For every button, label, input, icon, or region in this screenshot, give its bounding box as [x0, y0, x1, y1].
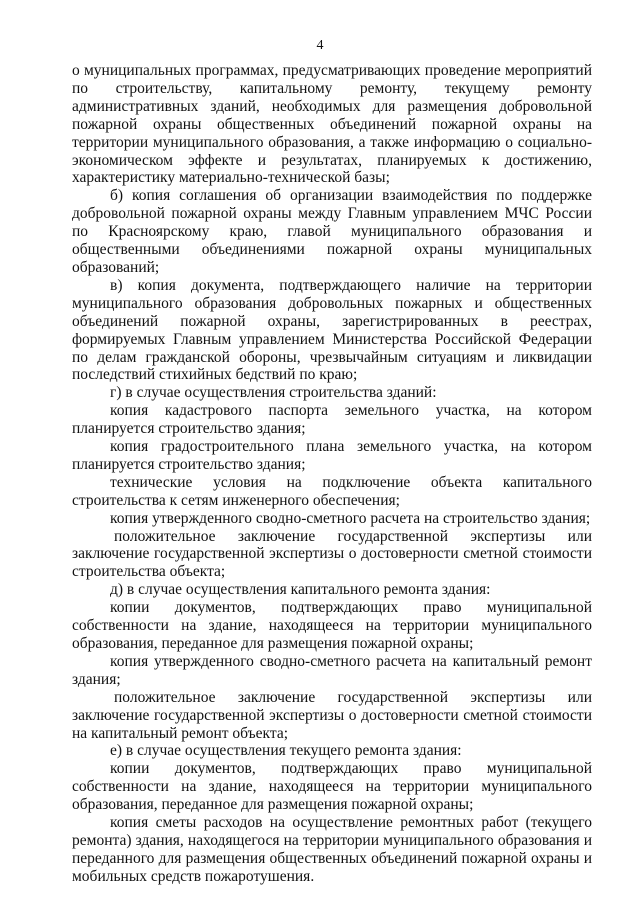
paragraph-expertise-construction: положительное заключение государственной экспертизы или заключение государственной экспертизы о достоверности сметной стоимости строительства объекта; — [72, 527, 592, 581]
paragraph-estimate-capital-repair: копия утвержденного сводно-сметного расчета на капитальный ремонт здания; — [72, 652, 592, 688]
paragraph-d-capital-repair-heading: д) в случае осуществления капитального ремонта здания: — [110, 581, 491, 599]
paragraph-repair-cost-estimate: копия сметы расходов на осуществление ремонтных работ (текущего ремонта) здания, находящегося на территории муниципального образования и переданного для размещения общественных объединений пожарной охраны и мобильных средств пожаротушения. — [72, 814, 592, 885]
paragraph-v-document-copy: в) копия документа, подтверждающего наличие на территории муниципального образования добровольных пожарных и общественных объединений пожарной охраны, зарегистрированных в реестрах, формируемых Главным управлением Министерства Российской Федерации по делам гражданской обороны, чрезвычайным ситуациям и ликвидации последствий стихийных бедствий по краю; — [72, 276, 592, 384]
paragraph-municipal-programs: о муниципальных программах, предусматривающих проведение мероприятий по строительству, капитальному ремонту, текущему ремонту административных зданий, необходимых для размещения добровольной пожарной охраны общественных объединений пожарной охраны на территории муниципального образования, а также информацию о социально-экономическом эффекте и результатах, планируемых к достижению, характеристику материально-технической базы; — [72, 62, 592, 187]
paragraph-ownership-docs-capital: копии документов, подтверждающих право муниципальной собственности на здание, находящееся на территории муниципального образования, переданное для размещения пожарной охраны; — [72, 599, 592, 652]
page-number: 4 — [316, 38, 324, 53]
paragraph-e-current-repair-heading: е) в случае осуществления текущего ремонта здания: — [110, 742, 462, 760]
paragraph-estimate-construction: копия утвержденного сводно-сметного расчета на строительство здания; — [110, 509, 591, 527]
paragraph-cadastral-passport: копия кадастрового паспорта земельного участка, на котором планируется строительство здания; — [72, 402, 592, 438]
paragraph-g-construction-heading: г) в случае осуществления строительства зданий: — [110, 384, 437, 402]
paragraph-expertise-capital-repair: положительное заключение государственной экспертизы или заключение государственной экспертизы о достоверности сметной стоимости на капитальный ремонт объекта; — [72, 688, 592, 742]
paragraph-b-agreement-copy: б) копия соглашения об организации взаимодействия по поддержке добровольной пожарной охраны между Главным управлением МЧС России по Красноярскому краю, главой муниципального образования и общественными объединениями пожарной охраны муниципальных образований; — [72, 187, 592, 276]
document-body — [72, 62, 592, 886]
paragraph-technical-conditions: технические условия на подключение объекта капитального строительства к сетям инженерного обеспечения; — [72, 473, 592, 509]
paragraph-ownership-docs-current: копии документов, подтверждающих право муниципальной собственности на здание, находящееся на территории муниципального образования, переданное для размещения пожарной охраны; — [72, 760, 592, 814]
paragraph-urban-plan: копия градостроительного плана земельного участка, на котором планируется строительство здания; — [72, 438, 592, 473]
